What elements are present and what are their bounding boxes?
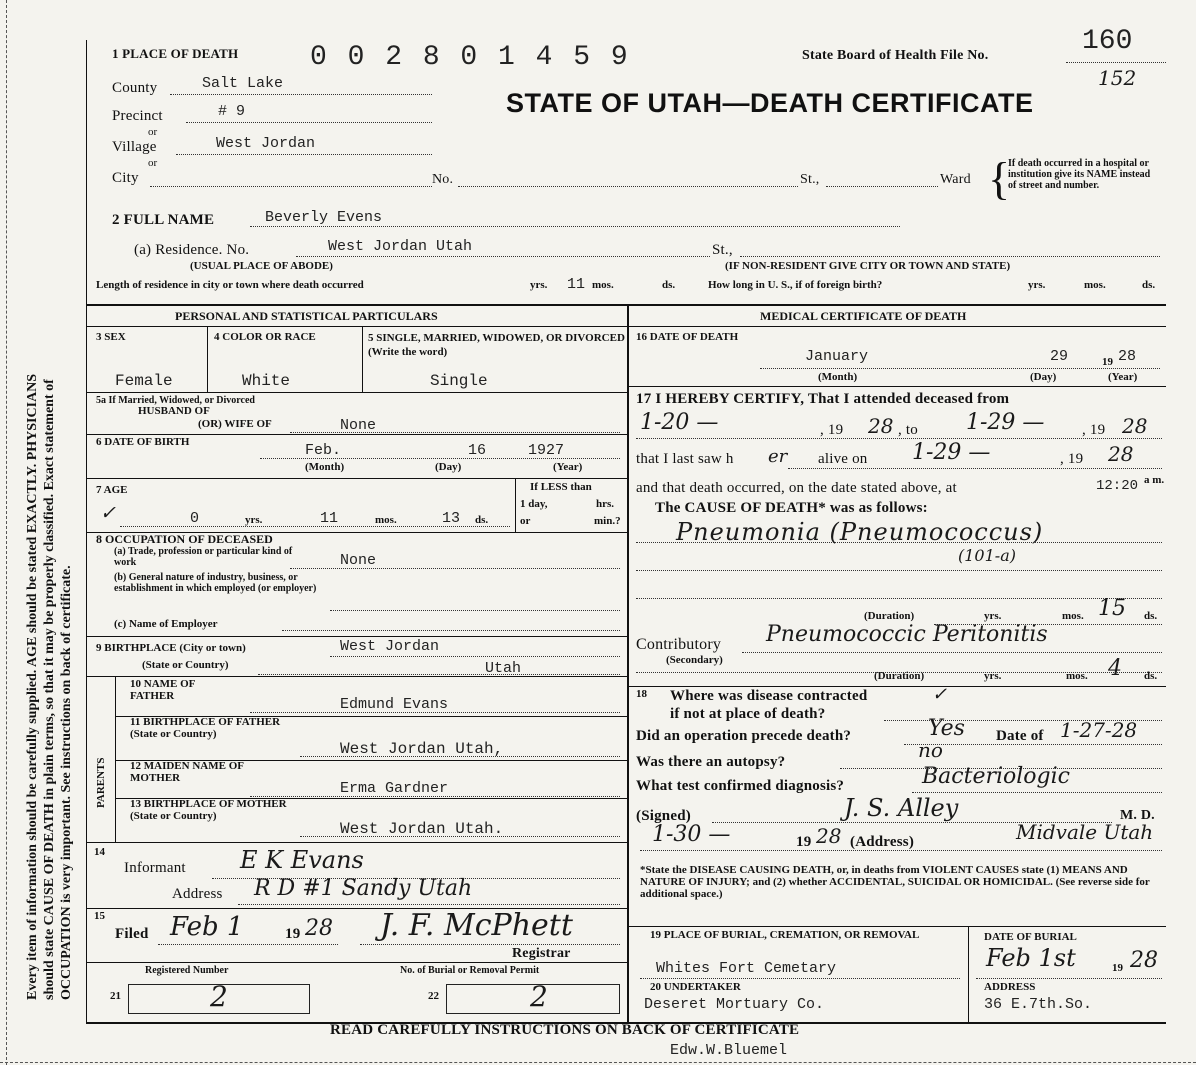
duration1-mos: mos. <box>1062 610 1084 622</box>
st-label: St., <box>800 172 820 187</box>
duration2-mos: mos. <box>1066 670 1088 682</box>
county-label: County <box>112 80 158 96</box>
place-of-death-label: 1 PLACE OF DEATH <box>112 46 239 61</box>
length-label: Length of residence in city or town where death occurred <box>96 279 364 291</box>
test-label: What test confirmed diagnosis? <box>636 778 845 794</box>
file-no: 160 <box>1082 26 1133 57</box>
certify-to-date: 1-29 — <box>966 410 1045 435</box>
alive-date: 1-29 — <box>912 440 991 465</box>
reg-number: 2 <box>210 980 228 1013</box>
length-mos: mos. <box>592 279 614 291</box>
dob-day-lbl: (Day) <box>435 461 462 473</box>
marital-label: 5 SINGLE, MARRIED, WIDOWED, OR DIVORCED (Write the word) <box>368 332 625 358</box>
last-saw-hw: er <box>768 446 788 467</box>
age-mos: mos. <box>375 514 397 526</box>
marital-value: Single <box>430 372 488 390</box>
certify-to-year-pre: , 19 <box>1082 422 1106 438</box>
burial-date-label: DATE OF BURIAL <box>984 931 1077 943</box>
contributory-label: Contributory <box>636 636 722 653</box>
race-label: 4 COLOR OR RACE <box>214 331 316 343</box>
father-bp-value: West Jordan Utah, <box>340 740 504 758</box>
certificate-title: STATE OF UTAH—DEATH CERTIFICATE <box>506 88 1034 118</box>
informant-address: R D #1 Sandy Utah <box>254 876 473 901</box>
n14: 14 <box>94 846 105 858</box>
burial-year-pre: 19 <box>1112 962 1123 974</box>
mother-label: 12 MAIDEN NAME OF MOTHER <box>130 760 244 784</box>
less-hrs: hrs. <box>596 498 615 510</box>
undertaker: Deseret Mortuary Co. <box>644 996 825 1013</box>
where-label: Where was disease contracted <box>670 688 868 704</box>
footer-instructions: READ CAREFULLY INSTRUCTIONS ON BACK OF CERTIFICATE <box>330 1022 800 1038</box>
signed-address-label: (Address) <box>850 834 915 850</box>
burial-place: Whites Fort Cemetary <box>656 960 837 977</box>
duration2-value: 4 <box>1108 656 1122 681</box>
county-value: Salt Lake <box>202 75 284 92</box>
dob-month-lbl: (Month) <box>305 461 345 473</box>
city-label: City <box>112 170 139 186</box>
cause-value: Pneumonia (Pneumococcus) <box>676 518 1044 546</box>
length-mos-value: 11 <box>567 276 586 293</box>
alive-on-label: alive on <box>818 451 868 467</box>
father-label: 10 NAME OF FATHER <box>130 678 195 702</box>
file-no-2: 152 <box>1098 66 1137 90</box>
ward-brace: { <box>988 153 1011 204</box>
age-ds: ds. <box>475 514 489 526</box>
n15: 15 <box>94 910 105 922</box>
us-ds: ds. <box>1142 279 1156 291</box>
signed-year: 28 <box>816 824 842 848</box>
personal-section-title: PERSONAL AND STATISTICAL PARTICULARS <box>175 309 438 323</box>
duration1-lbl: (Duration) <box>864 610 915 622</box>
sex-value: Female <box>115 372 173 390</box>
operation-value: Yes <box>928 716 965 741</box>
duration2-yrs: yrs. <box>984 670 1002 682</box>
registrar-signature: J. F. McPhett <box>380 908 573 943</box>
dob-month: Feb. <box>305 442 342 459</box>
full-name-label: 2 FULL NAME <box>112 212 215 228</box>
registrar-label: Registrar <box>512 946 571 961</box>
duration2-lbl: (Duration) <box>874 670 925 682</box>
where-value: ✓ <box>932 684 948 705</box>
op-date-value: 1-27-28 <box>1060 718 1138 742</box>
spouse-label-2: HUSBAND OF <box>138 405 210 417</box>
certify-from-date: 1-20 — <box>640 410 719 435</box>
us-label: How long in U. S., if of foreign birth? <box>708 279 883 291</box>
signed-value: J. S. Alley <box>844 794 959 822</box>
operation-label: Did an operation precede death? <box>636 728 852 744</box>
occupation-value: None <box>340 552 377 569</box>
dob-label: 6 DATE OF BIRTH <box>96 436 190 448</box>
precinct-value: # 9 <box>218 103 246 120</box>
undertaker-address-label: ADDRESS <box>984 981 1036 993</box>
us-yrs: yrs. <box>1028 279 1046 291</box>
filed-year: 28 <box>305 916 333 941</box>
occupation-c-label: (c) Name of Employer <box>114 618 218 630</box>
age-ds-value: 13 <box>442 510 461 527</box>
father-value: Edmund Evans <box>340 696 449 713</box>
us-mos: mos. <box>1084 279 1106 291</box>
death-time: 12:20 <box>1096 478 1139 494</box>
occupation-b-label: (b) General nature of industry, business, or establishment in which employed (or employer) <box>114 572 317 594</box>
dob-day: 16 <box>468 442 487 459</box>
certify-from-year-pre: , 19 <box>820 422 844 438</box>
contributory-value: Pneumococcic Peritonitis <box>766 622 1048 647</box>
residence-value: West Jordan Utah <box>328 238 473 255</box>
duration1-value: 15 <box>1098 596 1126 621</box>
informant-value: E K Evans <box>240 846 364 874</box>
length-ds: ds. <box>662 279 676 291</box>
test-value: Bacteriologic <box>922 764 1070 789</box>
informant-address-label: Address <box>172 886 223 902</box>
length-yrs: yrs. <box>530 279 548 291</box>
dod-day-lbl: (Day) <box>1030 371 1057 383</box>
md-label: M. D. <box>1120 808 1155 823</box>
last-saw-label: that I last saw h <box>636 451 734 467</box>
dod-year-lbl: (Year) <box>1108 371 1138 383</box>
duration1-ds: ds. <box>1144 610 1158 622</box>
file-no-label: State Board of Health File No. <box>802 48 989 63</box>
age-mos-value: 11 <box>320 510 339 527</box>
birthplace-state: Utah <box>485 660 522 677</box>
or-label-2: or <box>148 157 158 169</box>
undertaker-label: 20 UNDERTAKER <box>650 981 741 993</box>
n18: 18 <box>636 688 647 700</box>
medical-section-title: MEDICAL CERTIFICATE OF DEATH <box>760 309 967 323</box>
occupation-a-label: (a) Trade, profession or particular kind of work <box>114 546 293 568</box>
footer-typed-name: Edw.W.Bluemel <box>670 1042 788 1059</box>
mother-bp-value: West Jordan Utah. <box>340 820 504 838</box>
burial-year: 28 <box>1130 948 1158 973</box>
ward-note: If death occurred in a hospital or institution give its NAME instead of street and number. <box>1008 158 1151 191</box>
occupation-label: 8 OCCUPATION OF DECEASED <box>96 532 273 546</box>
sex-label: 3 SEX <box>96 331 126 343</box>
informant-label: Informant <box>124 860 186 876</box>
reg-number-label: Registered Number <box>145 965 229 976</box>
op-date-label: Date of <box>996 728 1044 744</box>
birthplace-state-label: (State or Country) <box>142 659 229 671</box>
dob-year-lbl: (Year) <box>553 461 583 473</box>
duration2-ds: ds. <box>1144 670 1158 682</box>
residence-label: (a) Residence. No. <box>134 242 250 258</box>
less-label: If LESS than <box>530 481 592 493</box>
burial-place-label: 19 PLACE OF BURIAL, CREMATION, OR REMOVAL <box>650 929 920 941</box>
less-day: 1 day, <box>520 498 548 510</box>
side-note-2: should state CAUSE OF DEATH in plain terms, so that it may be properly classified. Exact statement of <box>42 379 57 1000</box>
signed-label: (Signed) <box>636 808 691 824</box>
burial-permit: 2 <box>530 980 548 1013</box>
or-label-1: or <box>148 126 158 138</box>
filed-year-pre: 19 <box>285 926 301 942</box>
alive-year: 28 <box>1108 442 1134 466</box>
full-name-value: Beverly Evens <box>265 209 383 226</box>
mother-value: Erma Gardner <box>340 780 449 797</box>
parents-label: PARENTS <box>95 757 107 808</box>
serial-number: 0 0 2 8 0 1 4 5 9 <box>310 42 630 73</box>
autopsy-value: no <box>918 738 943 762</box>
alive-year-pre: , 19 <box>1060 451 1084 467</box>
duration1-yrs: yrs. <box>984 610 1002 622</box>
ward-label: Ward <box>940 172 971 187</box>
less-or: or <box>520 515 531 527</box>
side-note-3: OCCUPATION is very important. See instructions on back of certificate. <box>59 565 74 1000</box>
certify-to-year: 28 <box>1122 414 1148 438</box>
spouse-value: None <box>340 417 377 434</box>
occurred-label: and that death occurred, on the date stated above, at <box>636 480 957 496</box>
dod-day: 29 <box>1050 348 1069 365</box>
n21: 21 <box>110 990 121 1002</box>
age-check: ✓ <box>100 502 116 524</box>
age-yrs-value: 0 <box>190 510 200 527</box>
certify-text: 17 I HEREBY CERTIFY, That I attended deceased from <box>636 391 1010 407</box>
dod-month-lbl: (Month) <box>818 371 858 383</box>
dod-year-pre: 19 <box>1102 356 1113 368</box>
burial-date: Feb 1st <box>986 944 1076 972</box>
dod-month: January <box>805 348 869 365</box>
age-yrs: yrs. <box>245 514 263 526</box>
dob-year: 1927 <box>528 442 565 459</box>
nonres-note: (IF NON-RESIDENT GIVE CITY OR TOWN AND STATE) <box>725 260 1011 272</box>
autopsy-label: Was there an autopsy? <box>636 754 786 770</box>
filed-label: Filed <box>115 926 149 942</box>
mother-bp-label: 13 BIRTHPLACE OF MOTHER (State or Country) <box>130 798 287 822</box>
birthplace-city: West Jordan <box>340 638 440 655</box>
signed-year-pre: 19 <box>796 834 812 850</box>
cause-label: The CAUSE OF DEATH* was as follows: <box>655 500 928 516</box>
residence-st: St., <box>712 242 733 258</box>
certify-to: , to <box>898 422 918 438</box>
secondary-lbl: (Secondary) <box>666 654 723 666</box>
birthplace-label: 9 BIRTHPLACE (City or town) <box>96 642 246 654</box>
burial-permit-label: No. of Burial or Removal Permit <box>400 965 540 976</box>
filed-date: Feb 1 <box>170 912 244 942</box>
father-bp-label: 11 BIRTHPLACE OF FATHER (State or Country) <box>130 716 281 740</box>
where-label-2: if not at place of death? <box>670 706 826 722</box>
abode-note: (USUAL PLACE OF ABODE) <box>190 260 333 272</box>
less-min: min.? <box>594 515 621 527</box>
death-time-suffix: a m. <box>1144 474 1165 486</box>
village-value: West Jordan <box>216 135 316 152</box>
medical-note: *State the DISEASE CAUSING DEATH, or, in deaths from VIOLENT CAUSES state (1) MEANS AND NATURE OF INJURY; and (2) whether ACCIDENTAL, SUICIDAL OR HOMICIDAL. (See reverse side for additional space.) <box>640 864 1150 900</box>
n22: 22 <box>428 990 439 1002</box>
no-label: No. <box>432 172 454 187</box>
dod-year: 28 <box>1118 348 1137 365</box>
signed-address: Midvale Utah <box>1016 820 1154 844</box>
spouse-label-1: 5a If Married, Widowed, or Divorced <box>96 395 255 406</box>
signed-date: 1-30 — <box>652 822 731 847</box>
side-note-1: Every item of information should be carefully supplied. AGE should be stated EXACTLY. PHYSICIANS <box>25 373 40 1000</box>
undertaker-address: 36 E.7th.So. <box>984 996 1093 1013</box>
age-label: 7 AGE <box>96 484 128 496</box>
cause-code: (101-a) <box>958 546 1016 565</box>
village-label: Village <box>112 139 157 155</box>
dod-label: 16 DATE OF DEATH <box>636 331 739 343</box>
spouse-label-3: (OR) WIFE OF <box>198 418 272 430</box>
precinct-label: Precinct <box>112 108 163 124</box>
certify-from-year: 28 <box>868 414 894 438</box>
race-value: White <box>242 372 291 390</box>
